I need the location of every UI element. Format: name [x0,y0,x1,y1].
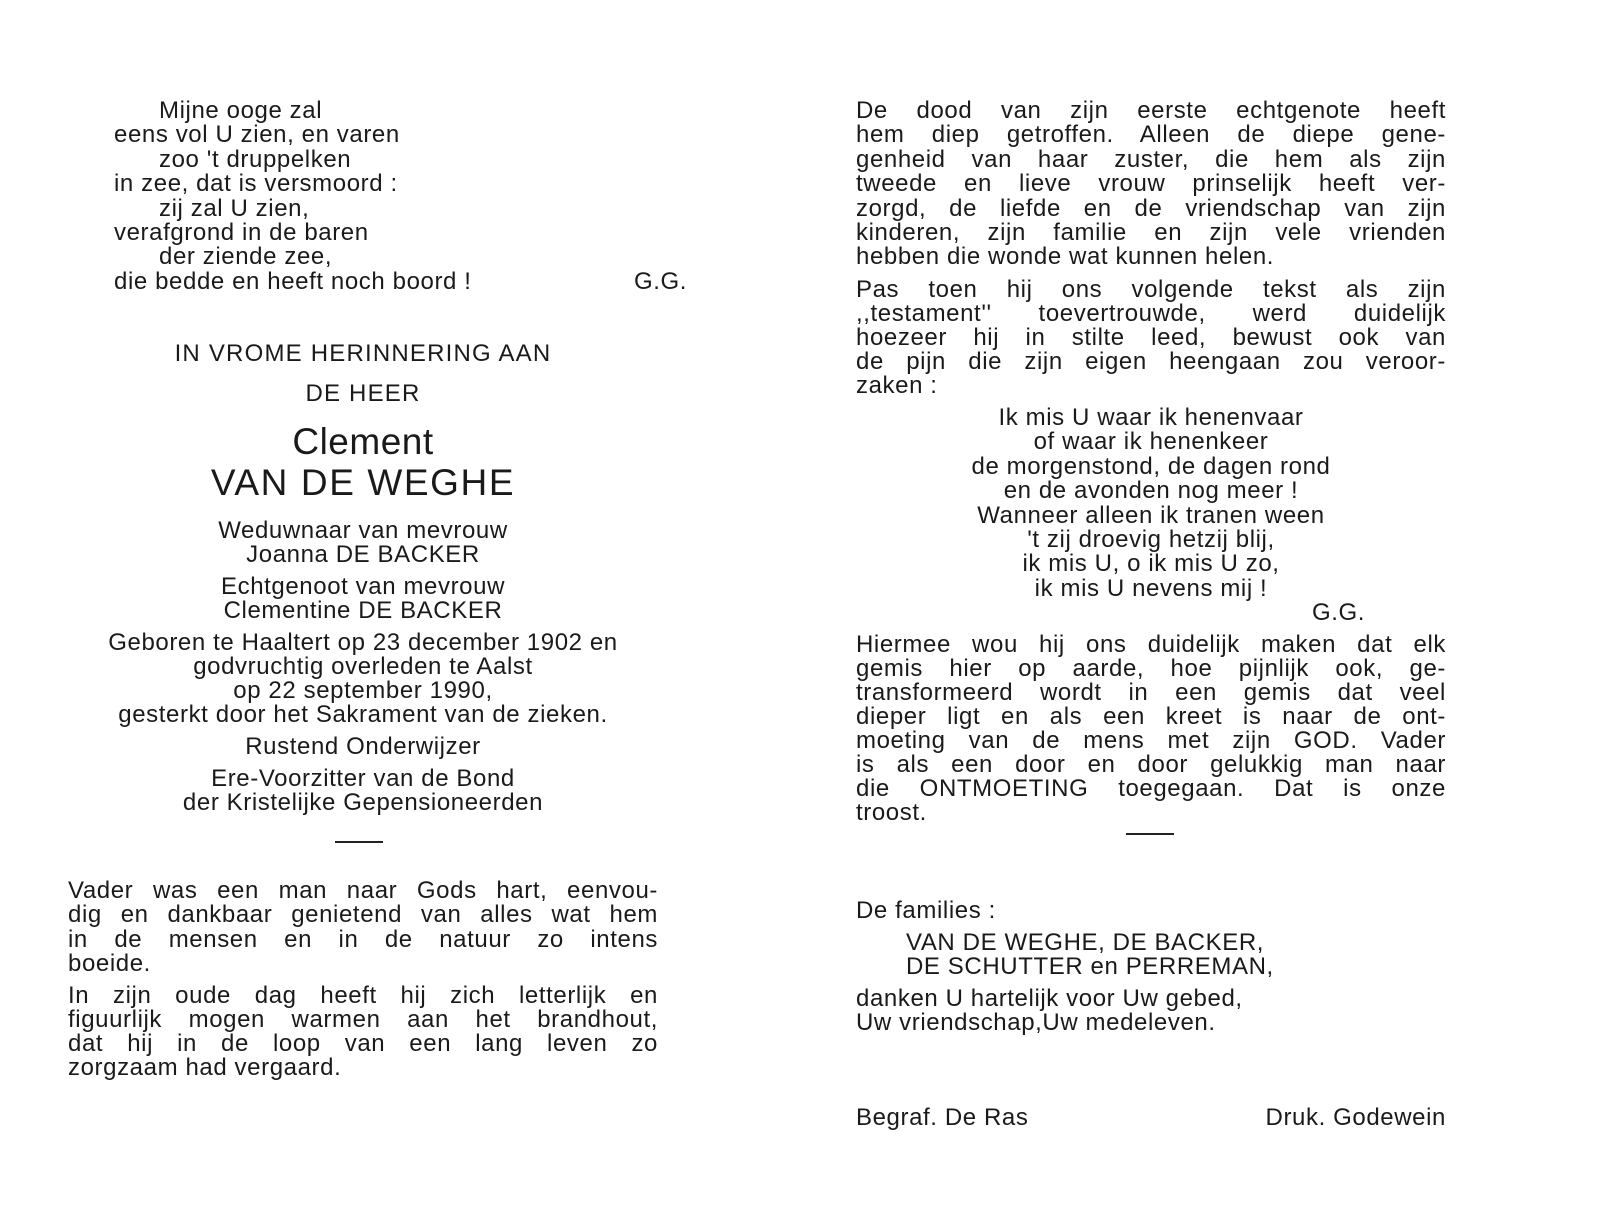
memory-heading: IN VROME HERINNERING AAN [174,340,552,367]
paragraph-line: Pas toen hij ons volgende tekst als zijn [856,276,1446,303]
widower-line: Weduwnaar van mevrouw [218,517,508,544]
widower-name: Joanna DE BACKER [246,541,480,568]
honor-line: Ere-Voorzitter van de Bond [211,765,515,792]
paragraph-line: de pijn die zijn eigen heengaan zou veroor- [856,348,1446,375]
paragraph-line: is als een door en door gelukkig man naar [856,751,1446,778]
spouse-name: Clementine DE BACKER [223,597,503,624]
paragraph-line: De dood van zijn eerste echtgenote heeft [856,97,1446,124]
paragraph-line: dieper ligt en als een kreet is naar de ont- [856,703,1446,730]
poem-initials: G.G. [634,268,688,295]
poem-line: en de avonden nog meer ! [1003,477,1299,504]
poem-line: zoo 't druppelken [159,146,352,173]
birth-death-line: op 22 september 1990, [233,677,493,704]
birth-death-line: godvruchtig overleden te Aalst [193,653,533,680]
paragraph-line: zorgzaam had vergaard. [68,1054,342,1081]
honorific-title: DE HEER [305,380,421,407]
poem-initials: G.G. [1312,599,1366,626]
paragraph-line: boeide. [68,950,151,977]
paragraph-line: ,,testament'' toevertrouwde, werd duidelijk [856,300,1446,327]
paragraph-line: die ONTMOETING toegegaan. Dat is onze [856,775,1446,802]
paragraph-line: tweede en lieve vrouw prinselijk heeft ver- [856,170,1446,197]
poem-line: ik mis U, o ik mis U zo, [1022,550,1280,577]
poem-line: Ik mis U waar ik henenvaar [998,404,1304,431]
poem-line: zij zal U zien, [159,195,310,222]
paragraph-line: figuurlijk mogen warmen aan het brandhout, [68,1006,658,1033]
paragraph-line: troost. [856,799,927,826]
profession: Rustend Onderwijzer [245,733,481,760]
paragraph-line: In zijn oude dag heeft hij zich letterlijk en [68,982,658,1009]
families-names: VAN DE WEGHE, DE BACKER, [906,929,1265,956]
section-divider [1126,833,1174,835]
paragraph-line: kinderen, zijn familie en zijn vele vrienden [856,219,1446,246]
section-divider [335,841,383,843]
spouse-line: Echtgenoot van mevrouw [220,573,506,600]
honor-line: der Kristelijke Gepensioneerden [182,789,544,816]
birth-death-line: gesterkt door het Sakrament van de zieken. [118,701,608,728]
paragraph-line: zaken : [856,372,938,399]
paragraph-line: gemis hier op aarde, hoe pijnlijk ook, ge- [856,655,1446,682]
poem-line: de morgenstond, de dagen rond [971,453,1331,480]
paragraph-line: transformeerd wordt in een gemis dat veel [856,679,1446,706]
poem-line: Wanneer alleen ik tranen ween [977,502,1325,529]
deceased-first-name: Clement [292,421,434,462]
undertaker-credit: Begraf. De Ras [856,1104,1029,1131]
poem-line: verafgrond in de baren [114,219,369,246]
poem-line: of waar ik henenkeer [1033,428,1269,455]
poem-line: 't zij droevig hetzij blij, [1027,526,1275,553]
paragraph-line: hoezeer hij in stilte leed, bewust ook van [856,324,1446,351]
deceased-last-name: VAN DE WEGHE [210,462,516,503]
paragraph-line: hebben die wonde wat kunnen helen. [856,243,1275,270]
paragraph-line: genheid van haar zuster, die hem als zijn [856,146,1446,173]
birth-death-line: Geboren te Haaltert op 23 december 1902 en [108,629,618,656]
poem-line: eens vol U zien, en varen [114,121,400,148]
paragraph-line: dat hij in de loop van een lang leven zo [68,1030,658,1057]
paragraph-line: zorgd, de liefde en de vriendschap van zijn [856,195,1446,222]
thanks-line: danken U hartelijk voor Uw gebed, [856,985,1243,1012]
paragraph-line: Hiermee wou hij ons duidelijk maken dat elk [856,631,1446,658]
thanks-line: Uw vriendschap,Uw medeleven. [856,1009,1216,1036]
families-label: De families : [856,897,996,924]
poem-line: Mijne ooge zal [159,97,323,124]
paragraph-line: dig en dankbaar genietend van alles wat hem [68,901,658,928]
paragraph-line: Vader was een man naar Gods hart, eenvou- [68,877,658,904]
poem-line: ik mis U nevens mij ! [1034,575,1268,602]
poem-line: in zee, dat is versmoord : [114,170,398,197]
paragraph-line: moeting van de mens met zijn GOD. Vader [856,727,1446,754]
poem-line: der ziende zee, [159,243,333,270]
printer-credit: Druk. Godewein [1265,1104,1446,1131]
paragraph-line: hem diep getroffen. Alleen de diepe gene- [856,121,1446,148]
poem-line: die bedde en heeft noch boord ! [114,268,472,295]
families-names: DE SCHUTTER en PERREMAN, [906,953,1274,980]
paragraph-line: in de mensen en in de natuur zo intens [68,926,658,953]
